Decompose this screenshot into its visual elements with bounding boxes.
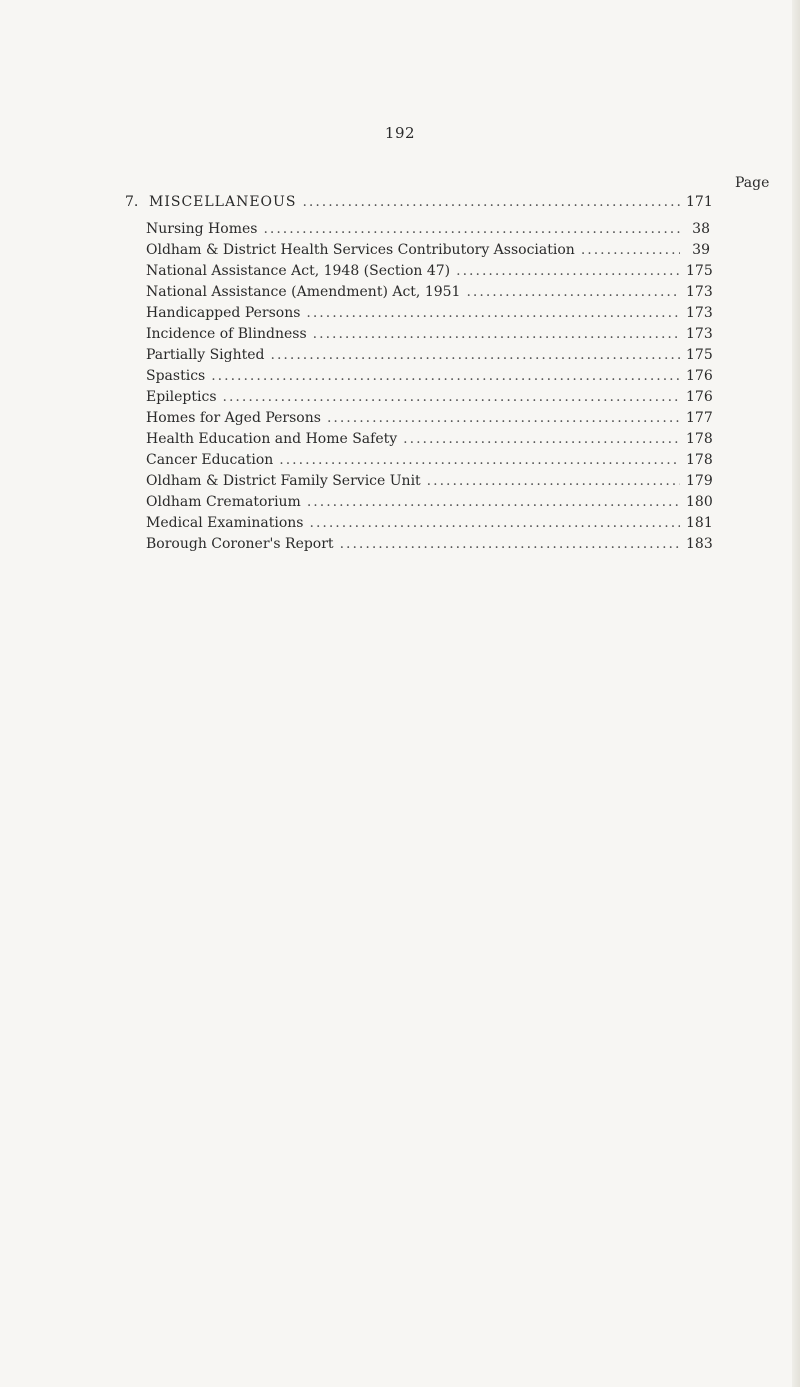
toc-entry xyxy=(125,452,713,473)
entry-title: National Assistance (Amendment) Act, 1951 xyxy=(146,284,461,300)
entry-title: Partially Sighted xyxy=(146,347,265,363)
toc-entry xyxy=(125,347,713,368)
toc-entry xyxy=(125,284,713,305)
dot-leader xyxy=(466,284,680,300)
dot-leader xyxy=(340,536,680,552)
entry-page: 181 xyxy=(686,515,713,531)
toc-entry xyxy=(125,326,713,347)
section-page: 171 xyxy=(686,194,713,210)
toc-entry xyxy=(125,536,713,557)
entry-page: 178 xyxy=(686,431,713,447)
entry-title: Cancer Education xyxy=(146,452,274,468)
entry-page: 39 xyxy=(692,242,710,258)
entry-page: 176 xyxy=(686,368,713,384)
toc-entry xyxy=(125,389,713,410)
dot-leader xyxy=(427,473,680,489)
dot-leader xyxy=(581,242,680,258)
entry-page: 173 xyxy=(686,305,713,321)
toc-entry xyxy=(125,305,713,326)
entry-title: Handicapped Persons xyxy=(146,305,301,321)
dot-leader xyxy=(302,194,680,210)
entry-title: Spastics xyxy=(146,368,206,384)
toc-entry xyxy=(125,431,713,452)
dot-leader xyxy=(271,347,680,363)
section-heading xyxy=(125,194,713,215)
entry-title: Epileptics xyxy=(146,389,217,405)
entry-title: Health Education and Home Safety xyxy=(146,431,398,447)
dot-leader xyxy=(327,410,680,426)
toc-entry xyxy=(125,410,713,431)
entry-page: 173 xyxy=(686,326,713,342)
table-of-contents xyxy=(125,194,713,557)
entry-title: Medical Examinations xyxy=(146,515,304,531)
dot-leader xyxy=(403,431,680,447)
dot-leader xyxy=(211,368,680,384)
dot-leader xyxy=(310,515,681,531)
entry-page: 178 xyxy=(686,452,713,468)
entry-page: 176 xyxy=(686,389,713,405)
dot-leader xyxy=(307,494,680,510)
entry-title: Nursing Homes xyxy=(146,221,258,237)
entry-page: 180 xyxy=(686,494,713,510)
toc-entry xyxy=(125,263,713,284)
dot-leader xyxy=(279,452,680,468)
section-title: MISCELLANEOUS xyxy=(149,194,297,210)
toc-entry xyxy=(125,242,710,263)
entry-page: 173 xyxy=(686,284,713,300)
toc-entry xyxy=(125,515,713,536)
entry-page: 38 xyxy=(692,221,710,237)
toc-entry xyxy=(125,473,713,494)
section-number: 7. xyxy=(125,194,139,210)
entry-page: 177 xyxy=(686,410,713,426)
page-column-header: Page xyxy=(735,175,770,191)
entry-page: 183 xyxy=(686,536,713,552)
dot-leader xyxy=(263,221,680,237)
dot-leader xyxy=(306,305,680,321)
toc-entry xyxy=(125,368,713,389)
dot-leader xyxy=(223,389,680,405)
entry-title: Oldham & District Health Services Contributory Association xyxy=(146,242,575,258)
toc-entry xyxy=(125,494,713,515)
entry-page: 175 xyxy=(686,263,713,279)
page-number: 192 xyxy=(384,124,416,142)
entry-title: Oldham & District Family Service Unit xyxy=(146,473,421,489)
toc-entry xyxy=(125,221,710,242)
dot-leader xyxy=(313,326,680,342)
entry-title: Incidence of Blindness xyxy=(146,326,307,342)
entry-title: National Assistance Act, 1948 (Section 47) xyxy=(146,263,451,279)
entry-title: Homes for Aged Persons xyxy=(146,410,321,426)
entry-title: Oldham Crematorium xyxy=(146,494,301,510)
entry-title: Borough Coroner's Report xyxy=(146,536,334,552)
dot-leader xyxy=(456,263,680,279)
page-edge-shadow xyxy=(792,0,800,1387)
entry-page: 179 xyxy=(686,473,713,489)
entry-page: 175 xyxy=(686,347,713,363)
